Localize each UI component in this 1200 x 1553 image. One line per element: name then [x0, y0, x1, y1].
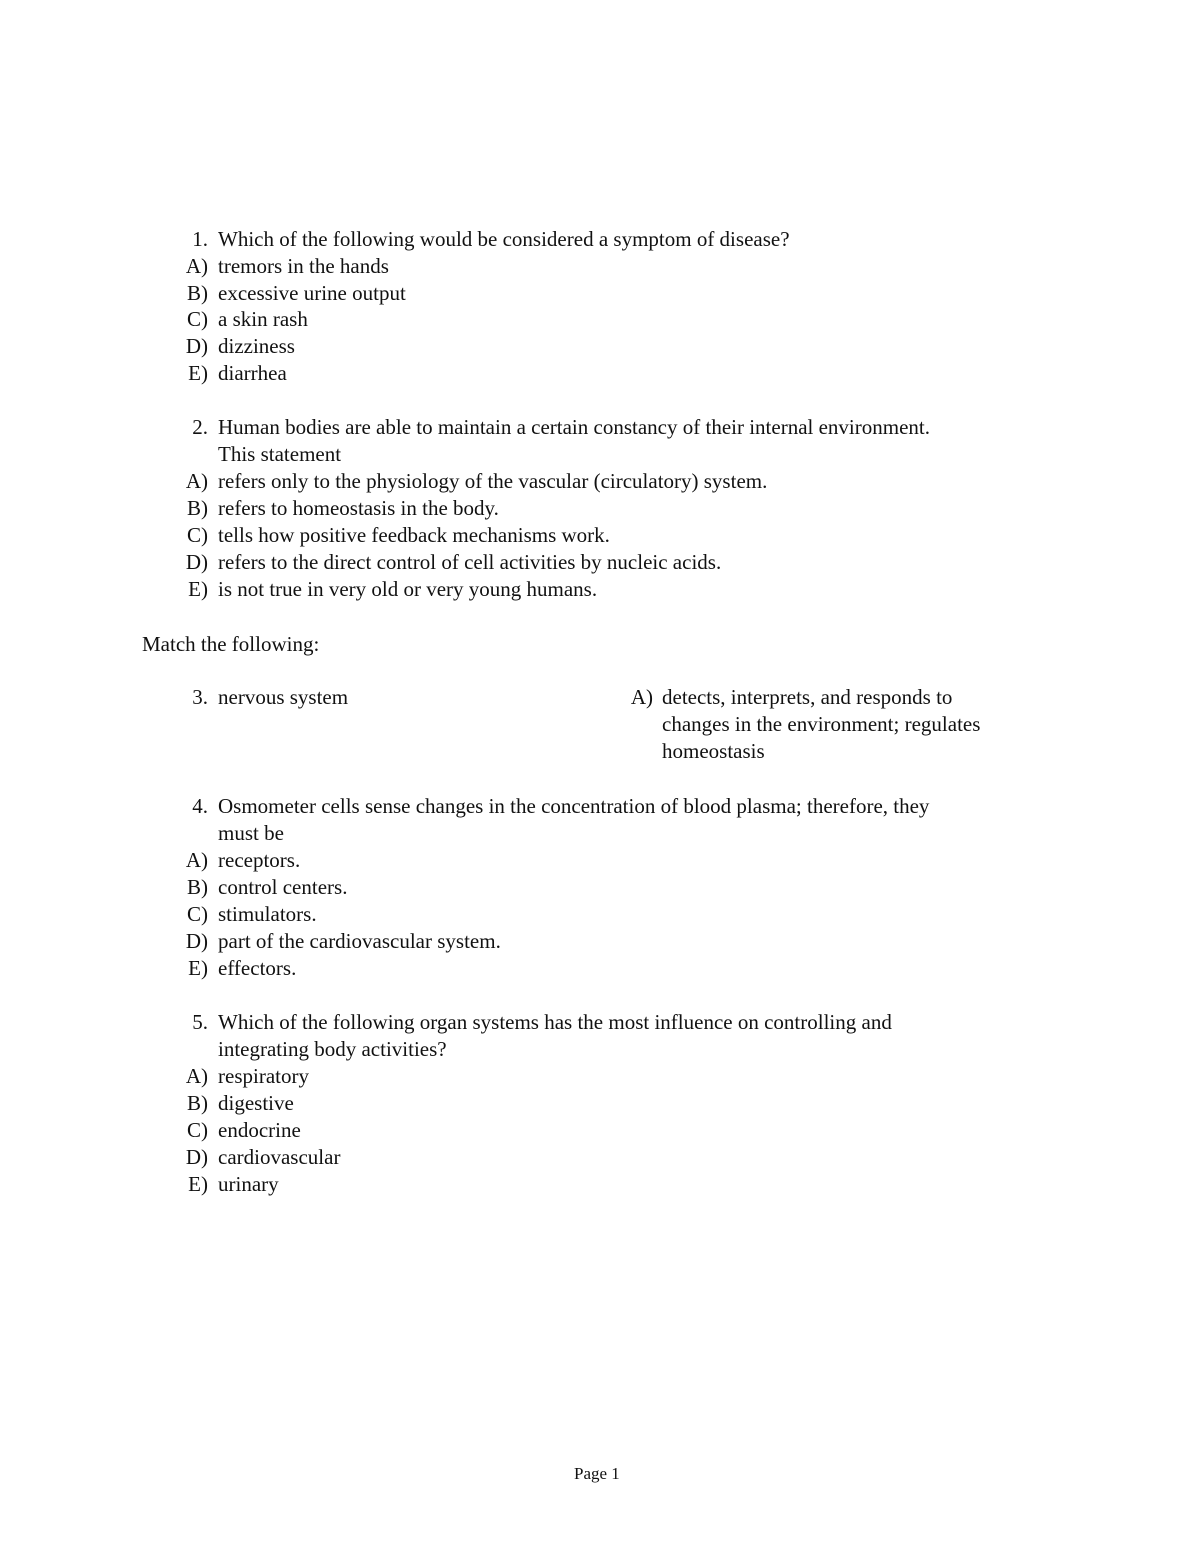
option-text: is not true in very old or very young humans.: [218, 577, 598, 601]
question-number: 3.: [192, 685, 208, 709]
option-text: urinary: [218, 1172, 279, 1196]
option-text: refers to the direct control of cell activities by nucleic acids.: [218, 550, 722, 574]
option-letter: B): [187, 1091, 208, 1115]
page-number: Page 1: [574, 1464, 620, 1483]
option-text: refers only to the physiology of the vascular (circulatory) system.: [218, 469, 768, 493]
match-term: nervous system: [218, 685, 349, 709]
option-text: part of the cardiovascular system.: [218, 929, 501, 953]
option-text: a skin rash: [218, 307, 308, 331]
match-definition-line: detects, interprets, and responds to: [662, 685, 953, 709]
option-letter: A): [185, 848, 208, 872]
option-letter: D): [185, 929, 208, 953]
question-text-line: Which of the following organ systems has the most influence on controlling and: [218, 1010, 892, 1034]
option-text: tells how positive feedback mechanisms work.: [218, 523, 610, 547]
option-text: stimulators.: [218, 902, 317, 926]
question-text: Which of the following would be considered a symptom of disease?: [218, 227, 790, 251]
option-text: digestive: [218, 1091, 294, 1115]
option-text: effectors.: [218, 956, 297, 980]
option-letter: B): [187, 496, 208, 520]
option-letter: A): [185, 1064, 208, 1088]
match-definition-line: changes in the environment; regulates: [662, 712, 981, 736]
option-text: respiratory: [218, 1064, 309, 1088]
option-text: endocrine: [218, 1118, 301, 1142]
question-number: 4.: [192, 794, 208, 818]
option-letter: D): [185, 550, 208, 574]
option-letter: C): [187, 523, 208, 547]
option-letter: D): [185, 1145, 208, 1169]
option-letter: C): [187, 902, 208, 926]
option-text: refers to homeostasis in the body.: [218, 496, 499, 520]
option-text: tremors in the hands: [218, 254, 389, 278]
option-letter: C): [187, 307, 208, 331]
question-number: 1.: [192, 227, 208, 251]
question-number: 2.: [192, 415, 208, 439]
option-letter: E): [188, 956, 208, 980]
option-letter: A): [185, 469, 208, 493]
option-letter: E): [188, 577, 208, 601]
match-definition-line: homeostasis: [662, 739, 765, 763]
option-letter: B): [187, 281, 208, 305]
question-text-line: must be: [218, 821, 284, 845]
option-text: excessive urine output: [218, 281, 406, 305]
question-text-line: integrating body activities?: [218, 1037, 447, 1061]
option-letter: E): [188, 361, 208, 385]
option-text: receptors.: [218, 848, 301, 872]
question-text-line: Osmometer cells sense changes in the concentration of blood plasma; therefore, they: [218, 794, 930, 818]
question-text-line: This statement: [218, 442, 342, 466]
option-letter: A): [630, 685, 653, 709]
section-heading: Match the following:: [142, 632, 320, 656]
option-letter: A): [185, 254, 208, 278]
option-letter: C): [187, 1118, 208, 1142]
option-letter: E): [188, 1172, 208, 1196]
question-text-line: Human bodies are able to maintain a certain constancy of their internal environment.: [218, 415, 930, 439]
option-text: cardiovascular: [218, 1145, 341, 1169]
option-text: diarrhea: [218, 361, 287, 385]
option-letter: B): [187, 875, 208, 899]
question-number: 5.: [192, 1010, 208, 1034]
option-text: dizziness: [218, 334, 295, 358]
option-text: control centers.: [218, 875, 348, 899]
option-letter: D): [185, 334, 208, 358]
